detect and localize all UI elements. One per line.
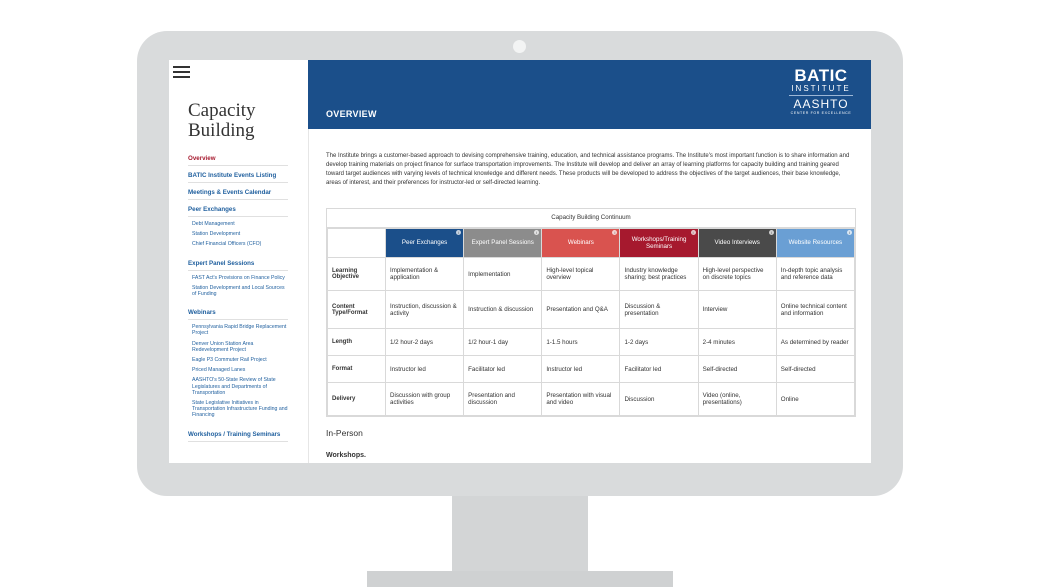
row-header: Learning Objective [328, 258, 386, 291]
table-cell: In-depth topic analysis and reference data [776, 258, 854, 291]
table-cell: Instruction & discussion [464, 291, 542, 329]
section-heading-in-person: In-Person [326, 428, 363, 438]
table-caption: Capacity Building Continuum [327, 209, 855, 228]
table-row [328, 291, 855, 329]
table-cell: Presentation with visual and video [542, 383, 620, 416]
table-corner [328, 229, 386, 258]
table-cell: Industry knowledge sharing; best practices [620, 258, 698, 291]
table-cell: High-level topical overview [542, 258, 620, 291]
sidebar-subitem[interactable]: Pennsylvania Rapid Bridge Replacement Project [192, 324, 287, 337]
table-row [328, 383, 855, 416]
table-row [328, 258, 855, 291]
table-cell: Video (online, presentations) [698, 383, 776, 416]
column-header-label: Peer Exchanges [401, 239, 448, 247]
info-icon[interactable]: i [769, 230, 774, 235]
table-cell: 1/2 hour-1 day [464, 329, 542, 356]
sidebar-subitem[interactable]: Denver Union Station Area Redevelopment Project [192, 340, 254, 353]
table-cell: Instructor led [542, 356, 620, 383]
column-header [620, 229, 698, 258]
info-icon[interactable]: i [691, 230, 696, 235]
column-header-label: Website Resources [788, 239, 843, 247]
table-cell: Facilitator led [620, 356, 698, 383]
column-header [542, 229, 620, 258]
column-header-label: Webinars [567, 239, 594, 247]
sidebar-subitem[interactable]: Eagle P3 Commuter Rail Project [192, 357, 267, 364]
table-cell: Online [776, 383, 854, 416]
sidebar-item[interactable]: Expert Panel Sessions [188, 258, 288, 271]
row-header: Delivery [328, 383, 386, 416]
sidebar-item[interactable]: BATIC Institute Events Listing [188, 170, 288, 183]
row-header: Content Type/Format [328, 291, 386, 329]
column-header [386, 229, 464, 258]
monitor-stand-neck [452, 496, 588, 572]
table-cell: Implementation & application [386, 258, 464, 291]
info-icon[interactable]: i [534, 230, 539, 235]
table-cell: Presentation and discussion [464, 383, 542, 416]
table-cell: High-level perspective on discrete topics [698, 258, 776, 291]
sidebar-subitem[interactable]: Station Development and Local Sources of Funding [192, 284, 285, 298]
webcam-dot [513, 40, 526, 53]
info-icon[interactable]: i [456, 230, 461, 235]
page-banner [308, 60, 871, 129]
sidebar-subitem[interactable]: FAST Act's Provisions on Finance Policy [192, 274, 285, 281]
sidebar-item[interactable]: Meetings & Events Calendar [188, 187, 288, 200]
column-header-label: Video Interviews [714, 239, 760, 247]
sidebar-subitem[interactable]: Priced Managed Lanes [192, 367, 246, 374]
sidebar-item[interactable]: Overview [188, 153, 288, 166]
sidebar-subitem[interactable]: State Legislative Initiatives in Transportation Infrastructure Funding and Financing [192, 400, 288, 419]
table-cell: 1-1.5 hours [542, 329, 620, 356]
row-header: Length [328, 329, 386, 356]
column-header-label: Workshops/Training Seminars [631, 235, 687, 250]
table-cell: Discussion & presentation [620, 291, 698, 329]
table-cell: 1-2 days [620, 329, 698, 356]
screen [169, 60, 871, 463]
monitor-stand-base [367, 571, 673, 587]
info-icon[interactable]: i [612, 230, 617, 235]
table-row [328, 329, 855, 356]
sidebar-nav [188, 153, 288, 446]
column-header [698, 229, 776, 258]
hamburger-menu-icon[interactable] [173, 66, 190, 78]
table-cell: Discussion [620, 383, 698, 416]
sidebar-title: Capacity Building [188, 100, 256, 141]
table-cell: As determined by reader [776, 329, 854, 356]
table-cell: Instructor led [386, 356, 464, 383]
sidebar-item[interactable]: Workshops / Training Seminars [188, 429, 288, 442]
page-title: OVERVIEW [326, 109, 377, 119]
table-cell: Presentation and Q&A [542, 291, 620, 329]
sidebar-subitem[interactable]: AASHTO's 50-State Review of State Legislatures and Departments of Transportation [192, 377, 276, 396]
table-cell: Interview [698, 291, 776, 329]
sidebar-subitem[interactable]: Chief Financial Officers (CFO) [192, 241, 262, 248]
table-cell: Self-directed [698, 356, 776, 383]
table-cell: Facilitator led [464, 356, 542, 383]
table-cell: Online technical content and information [776, 291, 854, 329]
intro-paragraph: The Institute brings a customer-based approach to devising comprehensive training, education, and technical assistance programs. The Institute's most important function is to share information and develop training materials on project finance for surface transportation improvements. The Institute will develop and deliver an array of learning platforms for capacity building and training geared toward target audiences with varying levels of technical knowledge and different needs. These products will be developed to address the objectives of the target audiences, their base knowledge, areas of interest, and their preferences for instructor-led or self-directed learning. [326, 153, 850, 186]
sidebar-item[interactable]: Peer Exchanges [188, 204, 288, 217]
section-heading-workshops: Workshops. [326, 452, 366, 459]
table-cell: Self-directed [776, 356, 854, 383]
batic-aashto-logo[interactable]: BATIC INSTITUTE AASHTO CENTER FOR EXCELLENCE [790, 66, 852, 115]
sidebar-subitem[interactable]: Debt Management [192, 221, 235, 227]
table-cell: Instruction, discussion & activity [386, 291, 464, 329]
sidebar-subitem[interactable]: Station Development [192, 231, 241, 238]
table-cell: Implementation [464, 258, 542, 291]
column-header [464, 229, 542, 258]
column-header-label: Expert Panel Sessions [471, 239, 534, 247]
table-row [328, 356, 855, 383]
table-cell: Discussion with group activities [386, 383, 464, 416]
column-header [776, 229, 854, 258]
sidebar [169, 60, 309, 463]
info-icon[interactable]: i [847, 230, 852, 235]
row-header: Format [328, 356, 386, 383]
table-cell: 2-4 minutes [698, 329, 776, 356]
sidebar-item[interactable]: Webinars [188, 307, 288, 320]
table-cell: 1/2 hour-2 days [386, 329, 464, 356]
capacity-building-table [326, 208, 856, 417]
